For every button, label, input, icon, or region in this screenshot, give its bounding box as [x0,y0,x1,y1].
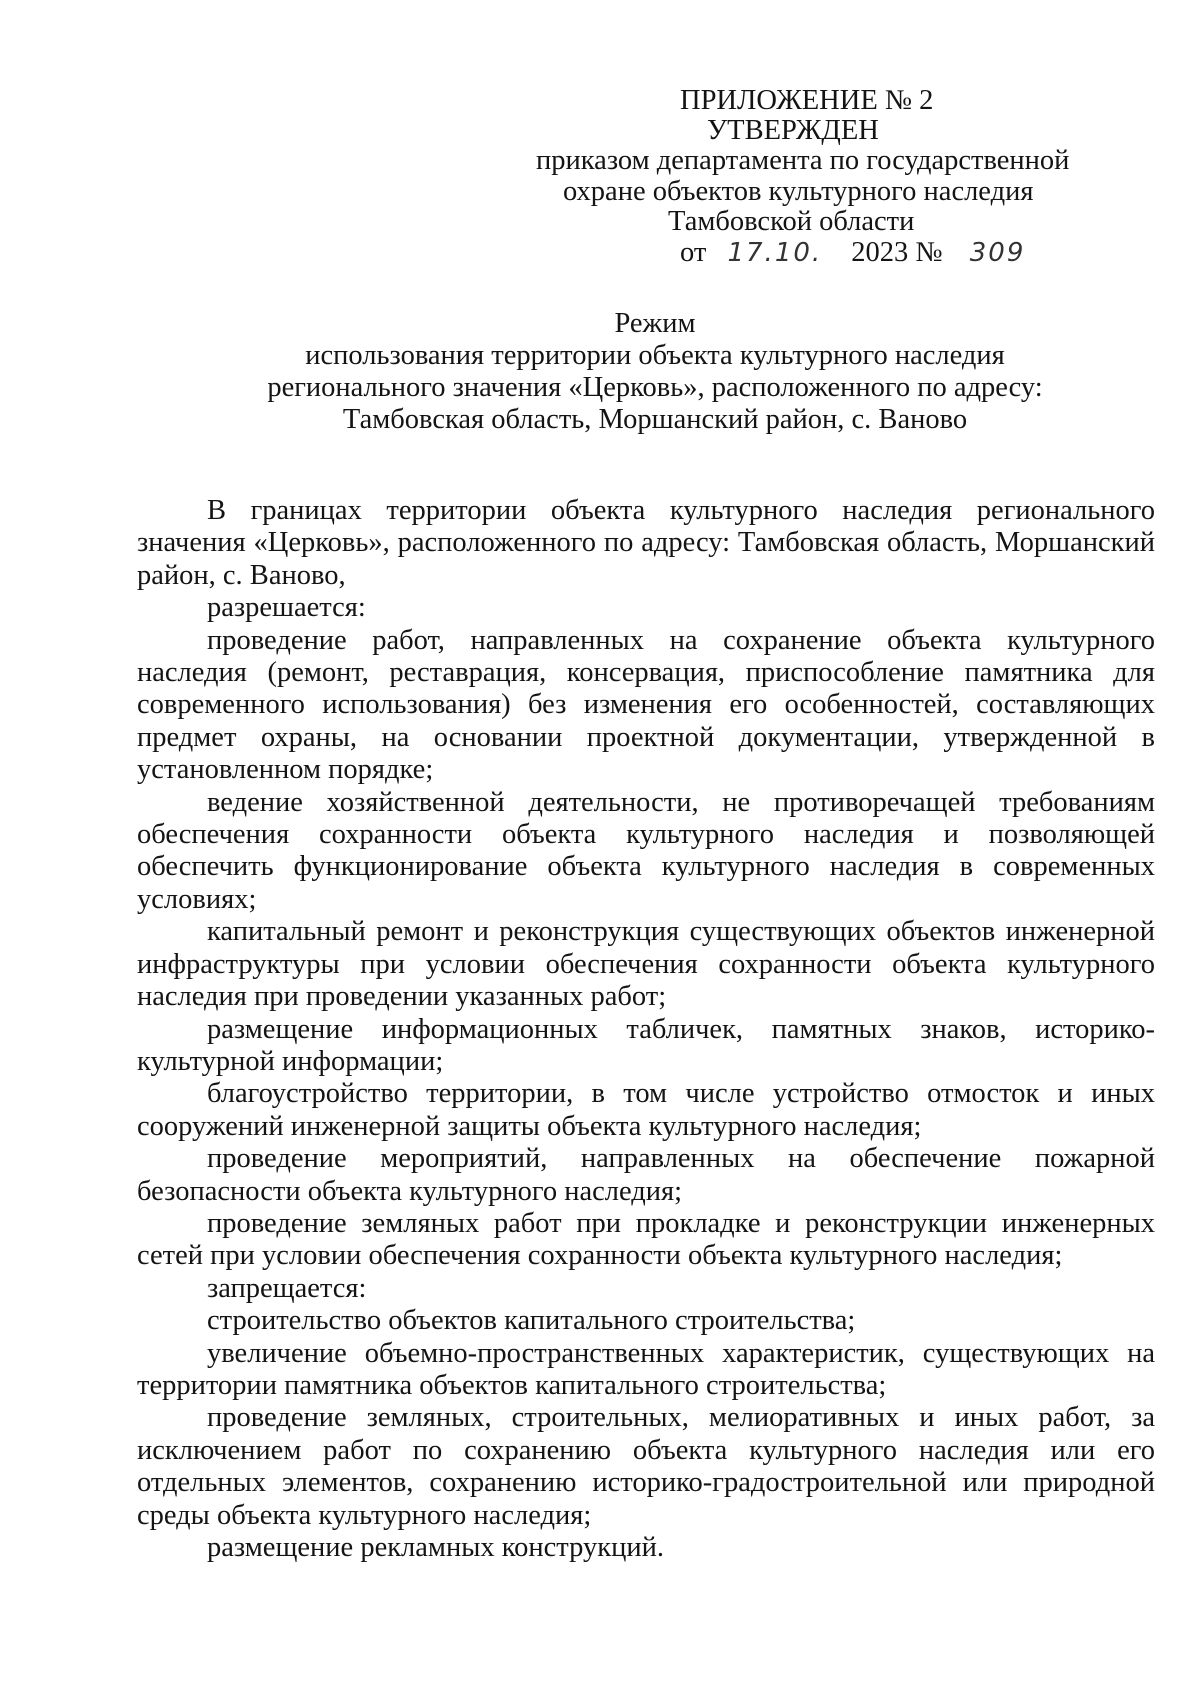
document-body [137,495,1155,1564]
order-line-2: охране объектов культурного наследия [563,176,1034,207]
order-date-line [680,236,1025,270]
order-line-3: Тамбовской области [668,206,915,237]
approved-label: УТВЕРЖДЕН [707,115,879,146]
title-line-3: регионального значения «Церковь», расположенного по адресу: [267,372,1043,403]
from-label: от [680,237,707,268]
appendix-number: ПРИЛОЖЕНИЕ № 2 [680,85,934,116]
forbidden-item: размещение рекламных конструкций. [207,1532,664,1563]
allowed-item: проведение работ, направленных на сохранение объекта культурного наследия (ремонт, реставрация, консервация, приспособление памятника для современного использования) без изменения его особенностей, составляющих предмет охраны, на основании проектной документации, утвержденной в установленном порядке; [137,624,1155,786]
title-line-2: использования территории объекта культурного наследия [305,340,1005,371]
intro-paragraph: В границах территории объекта культурного наследия регионального значения «Церковь», расположенного по адресу: Тамбовская область, Моршанский район, с. Ваново, [137,495,1155,591]
title-line-1: Режим [614,308,696,339]
forbidden-item: строительство объектов капитального строительства; [207,1305,856,1337]
allowed-item: благоустройство территории, в том числе устройство отмосток и иных сооружений инженерной защиты объекта культурного наследия; [137,1078,1155,1142]
forbidden-item: увеличение объемно-пространственных характеристик, существующих на территории памятника объектов капитального строительства; [137,1337,1155,1401]
allowed-item: размещение информационных табличек, памятных знаков, историко-культурной информации; [137,1013,1155,1077]
forbidden-item: проведение земляных, строительных, мелиоративных и иных работ, за исключением работ по сохранению объекта культурного наследия или его отдельных элементов, сохранению историко-градостроительной или природной среды объекта культурного наследия; [137,1402,1155,1531]
order-year: 2023 № [851,237,943,268]
handwritten-date: 17.10. [727,238,823,268]
allowed-item: ведение хозяйственной деятельности, не противоречащей требованиям обеспечения сохранности объекта культурного наследия и позволяющей обеспечить функционирование объекта культурного наследия в современных условиях; [137,786,1155,915]
handwritten-number: 309 [969,238,1026,268]
title-line-4: Тамбовская область, Моршанский район, с. Ваново [342,404,968,435]
allowed-item: проведение мероприятий, направленных на обеспечение пожарной безопасности объекта культурного наследия; [137,1143,1155,1207]
allowed-item: проведение земляных работ при прокладке и реконструкции инженерных сетей при условии обеспечения сохранности объекта культурного наследия; [137,1207,1155,1272]
allowed-item: капитальный ремонт и реконструкция существующих объектов инженерной инфраструктуры при условии обеспечения сохранности объекта культурного наследия при проведении указанных работ; [137,916,1155,1013]
forbidden-label: запрещается: [207,1272,367,1304]
order-line-1: приказом департамента по государственной [536,145,1070,176]
allowed-label: разрешается: [207,592,366,624]
